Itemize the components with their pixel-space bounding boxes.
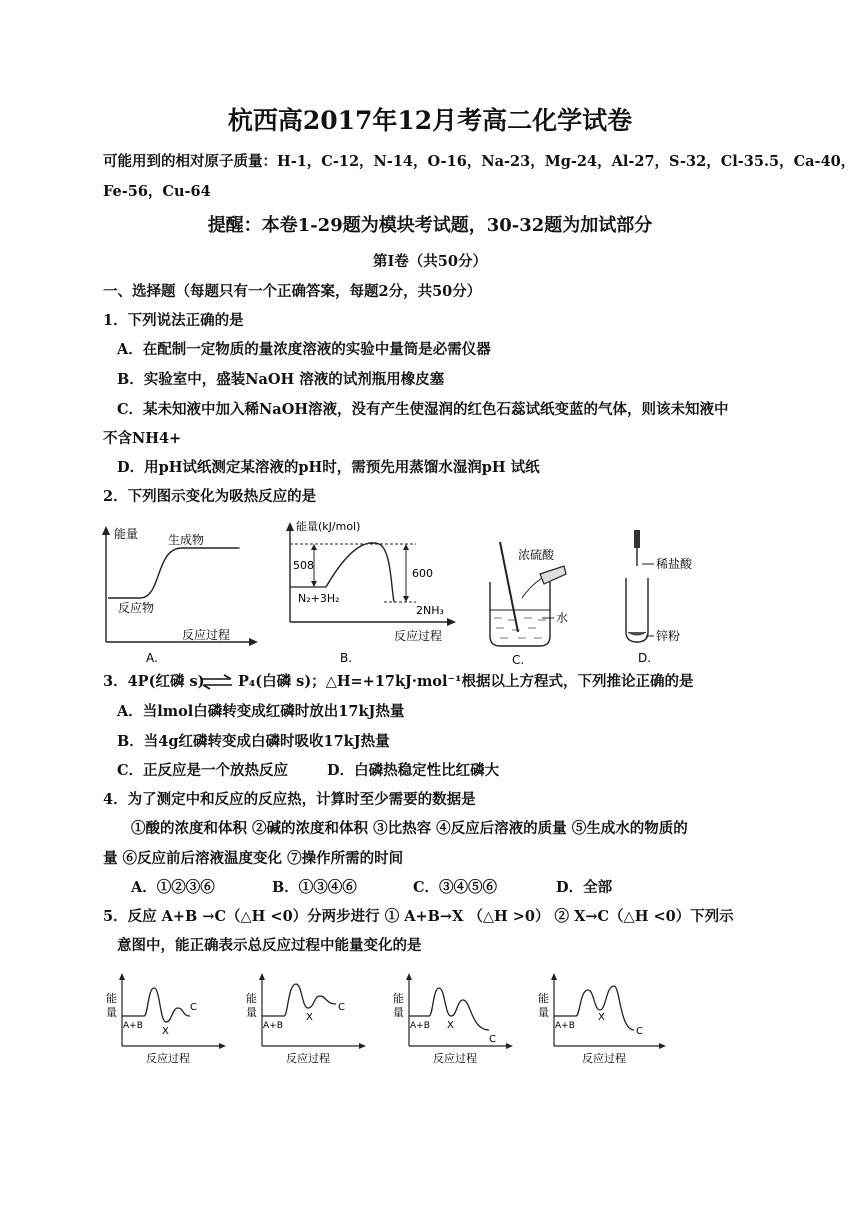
- fig-c-letter: C.: [512, 653, 525, 667]
- q5-diagram-4: [538, 970, 668, 1066]
- q5-d1-ylabel-1: 能: [106, 992, 117, 1005]
- section-heading: 一、选择题（每题只有一个正确答案，每题2分，共50分）: [103, 283, 482, 300]
- fig-a-product-label: 生成物: [168, 533, 205, 547]
- q4-option-a: A．①②③⑥: [131, 879, 215, 896]
- fig-d-metal-label: 锌粉: [656, 629, 681, 643]
- q5-d3-end: C: [489, 1034, 496, 1045]
- fig-d-letter: D.: [638, 651, 652, 665]
- q5-d2-ylabel-1: 能: [246, 992, 257, 1005]
- q3-stem-right: P₄(白磷 s)；△H=+17kJ·mol⁻¹根据以上方程式，下列推论正确的是: [238, 673, 694, 690]
- fig-a-ylabel: 能量: [114, 527, 139, 541]
- q5-d2-xlabel: 反应过程: [286, 1052, 330, 1065]
- q1-stem: 1．下列说法正确的是: [103, 312, 244, 329]
- q2-figure-b: [284, 516, 459, 670]
- fig-a-letter: A.: [146, 651, 158, 665]
- q5-d3-ylabel-1: 能: [393, 992, 404, 1005]
- fig-a-xlabel: 反应过程: [182, 628, 231, 642]
- q5-diagram-1: [106, 970, 228, 1066]
- equilibrium-arrow-icon: [200, 674, 234, 690]
- atomic-mass-line-1: 可能用到的相对原子质量：H-1，C-12，N-14，O-16，Na-23，Mg-24，Al-27，S-32，Cl-35.5，Ca-40，: [103, 153, 856, 170]
- q5-diagram-3: [393, 970, 515, 1066]
- q1-option-c-line1: C．某未知液中加入稀NaOH溶液，没有产生使湿润的红色石蕊试纸变蓝的气体，则该未知液中: [117, 401, 729, 418]
- q5-d3-xlabel: 反应过程: [433, 1052, 477, 1065]
- q5-d2-start: A+B: [263, 1021, 283, 1031]
- q3-stem-left: 3．4P(红磷 s): [103, 673, 205, 690]
- page-title: 杭西高2017年12月考高二化学试卷: [227, 106, 633, 135]
- reminder: 提醒：本卷1-29题为模块考试题，30-32题为加试部分: [207, 215, 653, 236]
- q5-d1-ylabel-2: 量: [106, 1006, 117, 1019]
- fig-a-reactant-label: 反应物: [118, 601, 155, 615]
- q5-d4-ylabel-2: 量: [538, 1006, 549, 1019]
- q5-d4-end: C: [636, 1026, 643, 1037]
- fig-b-xlabel: 反应过程: [394, 629, 443, 643]
- q4-option-d: D．全部: [556, 879, 613, 896]
- q5-d1-xlabel: 反应过程: [146, 1052, 190, 1065]
- q5-stem-line2: 意图中，能正确表示总反应过程中能量变化的是: [117, 937, 422, 954]
- q2-stem: 2．下列图示变化为吸热反应的是: [103, 488, 317, 505]
- volume-heading: 第I卷（共50分）: [373, 253, 487, 270]
- fig-c-acid-label: 浓硫酸: [518, 548, 555, 562]
- q4-items-line2: 量 ⑥反应前后溶液温度变化 ⑦操作所需的时间: [103, 850, 404, 867]
- q5-stem-line1: 5．反应 A+B →C（△H <0）分两步进行 ① A+B→X （△H >0） ② X→C（△H <0）下列示: [103, 908, 734, 925]
- q5-d3-start: A+B: [410, 1021, 430, 1031]
- q5-d3-mid: X: [447, 1020, 454, 1031]
- fig-b-letter: B.: [340, 651, 353, 665]
- q2-figure-a: [100, 520, 260, 670]
- fig-b-value-600: 600: [412, 567, 433, 580]
- fig-d-acid-label: 稀盐酸: [656, 557, 693, 571]
- q5-d2-mid: X: [306, 1012, 313, 1023]
- q1-option-b: B．实验室中，盛装NaOH 溶液的试剂瓶用橡皮塞: [117, 371, 445, 388]
- atomic-mass-line-2: Fe-56，Cu-64: [103, 183, 211, 200]
- q3-option-c: C．正反应是一个放热反应: [117, 762, 289, 779]
- q1-option-d: D．用pH试纸测定某溶液的pH时，需预先用蒸馏水湿润pH 试纸: [117, 459, 540, 476]
- q3-option-b: B．当4g红磷转变成白磷时吸收17kJ热量: [117, 733, 390, 750]
- q3-option-d: D．白磷热稳定性比红磷大: [327, 762, 500, 779]
- q5-d2-ylabel-2: 量: [246, 1006, 257, 1019]
- q4-items-line1: ①酸的浓度和体积 ②碱的浓度和体积 ③比热容 ④反应后溶液的质量 ⑤生成水的物质的: [131, 820, 688, 837]
- q5-d4-ylabel-1: 能: [538, 992, 549, 1005]
- fig-b-product-label: 2NH₃: [416, 604, 444, 617]
- q5-d4-start: A+B: [555, 1021, 575, 1031]
- q3-option-a: A．当lmol白磷转变成红磷时放出17kJ热量: [117, 703, 405, 720]
- q5-d3-ylabel-2: 量: [393, 1006, 404, 1019]
- q5-d2-end: C: [338, 1002, 345, 1013]
- fig-b-value-508: 508: [293, 559, 314, 572]
- q1-option-c-line2: 不含NH4+: [103, 430, 182, 447]
- fig-c-water-label: 水: [556, 611, 569, 625]
- q4-stem: 4．为了测定中和反应的反应热，计算时至少需要的数据是: [103, 791, 476, 808]
- q5-d1-mid: X: [162, 1026, 169, 1037]
- q1-option-a: A．在配制一定物质的量浓度溶液的实验中量筒是必需仪器: [117, 341, 491, 358]
- q5-d4-xlabel: 反应过程: [582, 1052, 626, 1065]
- q5-d4-mid: X: [598, 1012, 605, 1023]
- q5-d1-end: C: [190, 1002, 197, 1013]
- q5-diagram-2: [246, 970, 368, 1066]
- q2-figure-c: [482, 538, 602, 670]
- q4-option-c: C．③④⑤⑥: [413, 879, 498, 896]
- fig-b-reactant-label: N₂+3H₂: [298, 592, 340, 605]
- fig-b-ylabel: 能量(kJ/mol): [296, 520, 361, 533]
- q4-option-b: B．①③④⑥: [272, 879, 357, 896]
- q2-figure-d: [618, 524, 728, 670]
- q5-d1-start: A+B: [123, 1021, 143, 1031]
